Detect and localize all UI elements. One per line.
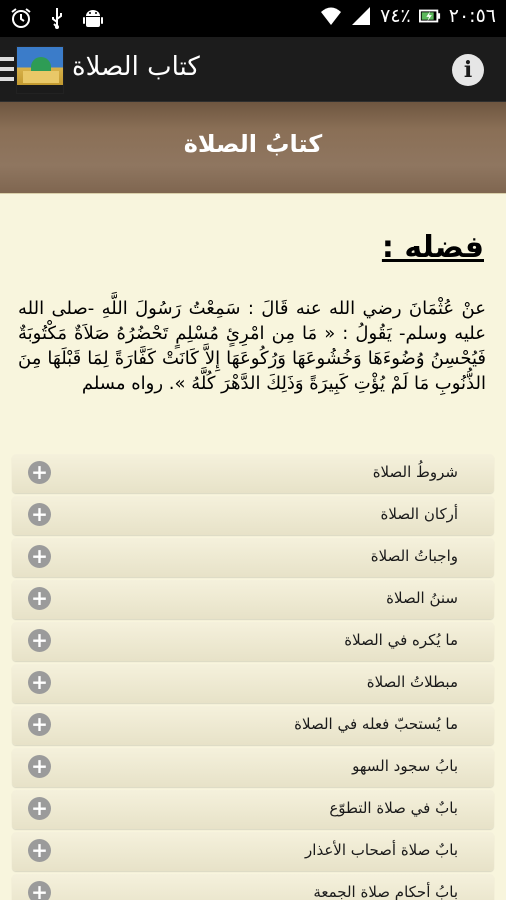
expand-plus-icon[interactable]: + (28, 839, 51, 862)
section-heading: فضله : (381, 230, 484, 265)
expand-plus-icon[interactable]: + (28, 587, 51, 610)
expand-plus-icon[interactable]: + (28, 713, 51, 736)
topics-list (12, 454, 494, 900)
action-bar (0, 37, 506, 102)
list-item[interactable] (12, 832, 494, 871)
page-header (0, 102, 506, 194)
list-item[interactable] (12, 706, 494, 745)
alarm-clock-icon (10, 6, 32, 30)
expand-plus-icon[interactable]: + (28, 755, 51, 778)
list-item[interactable] (12, 454, 494, 493)
status-bar (0, 0, 506, 37)
page-title: كتابُ الصلاة (183, 130, 323, 158)
expand-plus-icon[interactable]: + (28, 671, 51, 694)
content-area[interactable] (0, 102, 506, 900)
list-item-label: مبطلاتُ الصلاة (366, 673, 458, 691)
list-item[interactable] (12, 664, 494, 703)
hadith-text: عنْ عُثْمَانَ رضي الله عنه قَالَ : سَمِعْتُ رَسُولَ اللَّهِ -صلى الله عليه وسلم- يَقُولُ : « مَا مِن امْرِئٍ مُسْلِمٍ تَحْضُرُهُ صَلاَةٌ مَكْتُوبَةٌ فَيُحْسِنُ وُضُوءَهَا وَخُشُوعَهَا وَرُكُوعَهَا إِلاَّ كَانَتْ كَفَّارَةً لِمَا قَبْلَهَا مِنَ الذُّنُوبِ مَا لَمْ يُؤْتِ كَبِيرَةً وَذَلِكَ الدَّهْرَ كُلَّهُ ». رواه مسلم (18, 298, 486, 394)
expand-plus-icon[interactable]: + (28, 503, 51, 526)
list-item-label: بابٌ صلاة أصحاب الأعذار (305, 841, 458, 859)
list-item-label: بابُ أحكام صلاة الجمعة (313, 883, 458, 900)
list-item-label: ما يُستحبّ فعله في الصلاة (294, 715, 458, 733)
expand-plus-icon[interactable]: + (28, 545, 51, 568)
expand-plus-icon[interactable]: + (28, 881, 51, 900)
app-title: كتاب الصلاة (72, 52, 200, 82)
list-item-label: شروطُ الصلاة (372, 463, 458, 481)
list-item[interactable] (12, 496, 494, 535)
battery-charging-icon (419, 4, 441, 28)
expand-plus-icon[interactable]: + (28, 461, 51, 484)
battery-percentage: ٧٤٪ (380, 5, 411, 27)
usb-icon (46, 6, 68, 30)
app-logo[interactable] (16, 46, 64, 94)
list-item-label: ما يُكره في الصلاة (344, 631, 458, 649)
signal-icon (350, 4, 372, 28)
list-item-label: بابُ سجود السهو (352, 757, 458, 775)
list-item-label: سننُ الصلاة (386, 589, 458, 607)
expand-plus-icon[interactable]: + (28, 629, 51, 652)
list-item-label: أركان الصلاة (380, 505, 458, 523)
list-item[interactable] (12, 580, 494, 619)
android-icon (82, 6, 104, 30)
info-button[interactable]: i (452, 54, 484, 86)
list-item[interactable] (12, 538, 494, 577)
list-item-label: بابٌ في صلاة التطوّع (329, 799, 458, 817)
list-item-label: واجباتُ الصلاة (370, 547, 458, 565)
clock: ٢٠:٥٦ (448, 5, 496, 27)
list-item[interactable] (12, 874, 494, 900)
list-item[interactable] (12, 790, 494, 829)
expand-plus-icon[interactable]: + (28, 797, 51, 820)
menu-icon[interactable] (0, 57, 14, 81)
wifi-icon (320, 4, 342, 28)
list-item[interactable] (12, 622, 494, 661)
list-item[interactable] (12, 748, 494, 787)
